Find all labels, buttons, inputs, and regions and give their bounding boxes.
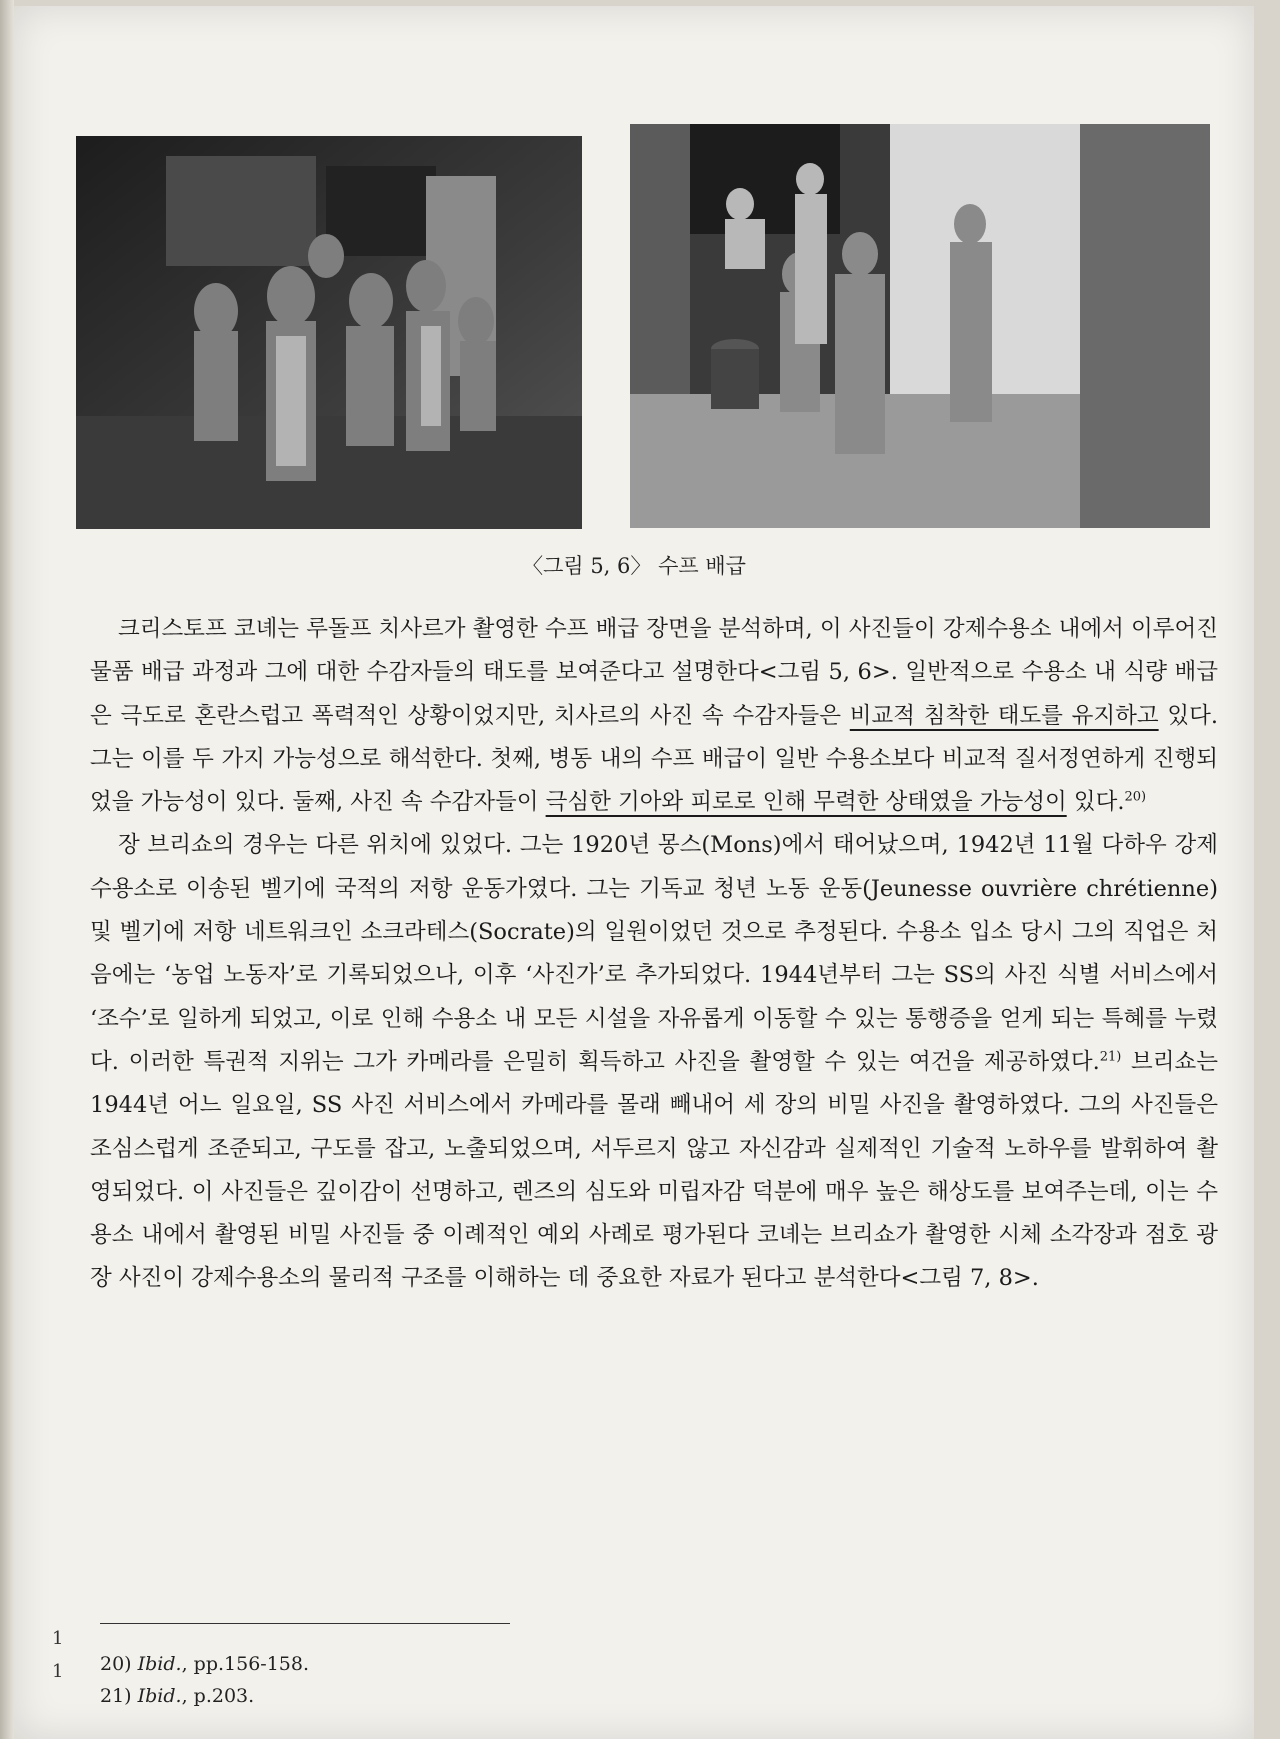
photo-soup-distribution-crowd bbox=[76, 136, 582, 529]
paragraph-1-text-3: 있다. bbox=[1066, 789, 1125, 816]
footnote-reference: , pp.156-158. bbox=[181, 1653, 310, 1675]
footnote-divider bbox=[100, 1623, 510, 1624]
footnote-number: 20) bbox=[100, 1653, 132, 1675]
photo-right-image bbox=[630, 124, 1210, 528]
footnote-ref-21: 21) bbox=[1099, 1049, 1122, 1065]
body-text bbox=[90, 608, 1218, 1301]
paragraph-1-text-2: 있다. 그는 이를 두 가지 가능성으로 해석한다. 첫째, 병동 내의 수프 배급이 일반 수용소보다 비교적 질서정연하게 진행되었을 가능성이 있다. 둘째, 사진 속 수감자들이 bbox=[90, 702, 1219, 816]
footnote-number: 21) bbox=[100, 1685, 132, 1707]
footnote-ref-20: 20) bbox=[1124, 789, 1147, 805]
footnote-ibid: Ibid. bbox=[137, 1653, 182, 1675]
margin-mark: 1 bbox=[52, 1661, 64, 1682]
footnotes bbox=[100, 1648, 309, 1712]
paragraph-1-underline-2: 극심한 기아와 피로로 인해 무력한 상태였을 가능성이 bbox=[545, 789, 1067, 816]
paragraph-2-text-1: 장 브리쇼의 경우는 다른 위치에 있었다. 그는 1920년 몽스(Mons)에서 태어났으며, 1942년 11월 다하우 강제 수용소로 이송된 벨기에 국적의 저항 운동가였다. 그는 기독교 청년 노동 운동(Jeunesse ouvrière chrétienne) 및 벨기에 저항 네트워크인 소크라테스(Socrate)의 일원이었던 것으로 추정된다. 수용소 입소 당시 그의 직업은 처음에는 ‘농업 노동자’로 기록되었으나, 이후 ‘사진가’로 추가되었다. 1944년부터 그는 SS의 사진 식별 서비스에서 ‘조수’로 일하게 되었고, 이로 인해 수용소 내 모든 시설을 자유롭게 이동할 수 있는 통행증을 얻게 되는 특혜를 누렸다. 이러한 특권적 지위는 그가 카메라를 은밀히 획득하고 사진을 촬영할 수 있는 여건을 제공하였다. bbox=[90, 832, 1218, 1075]
footnote-reference: , p.203. bbox=[181, 1685, 255, 1707]
paragraph-1-text-1: 크리스토프 코녜는 루돌프 치사르가 촬영한 수프 배급 장면을 분석하며, 이 사진들이 강제수용소 내에서 이루어진 물품 배급 과정과 그에 대한 수감자들의 태도를 보여준다고 설명한다<그림 5, 6>. 일반적으로 수용소 내 식량 배급은 극도로 혼란스럽고 폭력적인 상황이었지만, 치사르의 사진 속 수감자들은 bbox=[90, 616, 1218, 729]
paragraph-2-text-2: 브리쇼는 1944년 어느 일요일, SS 사진 서비스에서 카메라를 몰래 빼내어 세 장의 비밀 사진을 촬영하였다. 그의 사진들은 조심스럽게 조준되고, 구도를 잡고, 노출되었으며, 서두르지 않고 자신감과 실제적인 기술적 노하우를 발휘하여 촬영되었다. 이 사진들은 깊이감이 선명하고, 렌즈의 심도와 미립자감 덕분에 매우 높은 해상도를 보여주는데, 이는 수용소 내에서 촬영된 비밀 사진들 중 이례적인 예외 사례로 평가된다 코녜는 브리쇼가 촬영한 시체 소각장과 점호 광장 사진이 강제수용소의 물리적 구조를 이해하는 데 중요한 자료가 된다고 분석한다<그림 7, 8>. bbox=[90, 1048, 1218, 1292]
document-page bbox=[14, 6, 1254, 1739]
footnote-21 bbox=[100, 1680, 309, 1712]
paragraph-2 bbox=[90, 824, 1218, 1300]
photo-soup-distribution-barrels bbox=[630, 124, 1210, 528]
margin-mark: 1 bbox=[52, 1628, 64, 1649]
paragraph-1 bbox=[90, 608, 1218, 824]
page-binding-edge bbox=[0, 0, 14, 1739]
paragraph-1-underline-1: 비교적 침착한 태도를 유지하고 bbox=[849, 702, 1159, 729]
footnote-20 bbox=[100, 1648, 309, 1680]
figure-caption: 〈그림 5, 6〉 수프 배급 bbox=[522, 554, 746, 578]
footnote-ibid: Ibid. bbox=[137, 1685, 182, 1707]
photo-left-image bbox=[76, 136, 582, 529]
